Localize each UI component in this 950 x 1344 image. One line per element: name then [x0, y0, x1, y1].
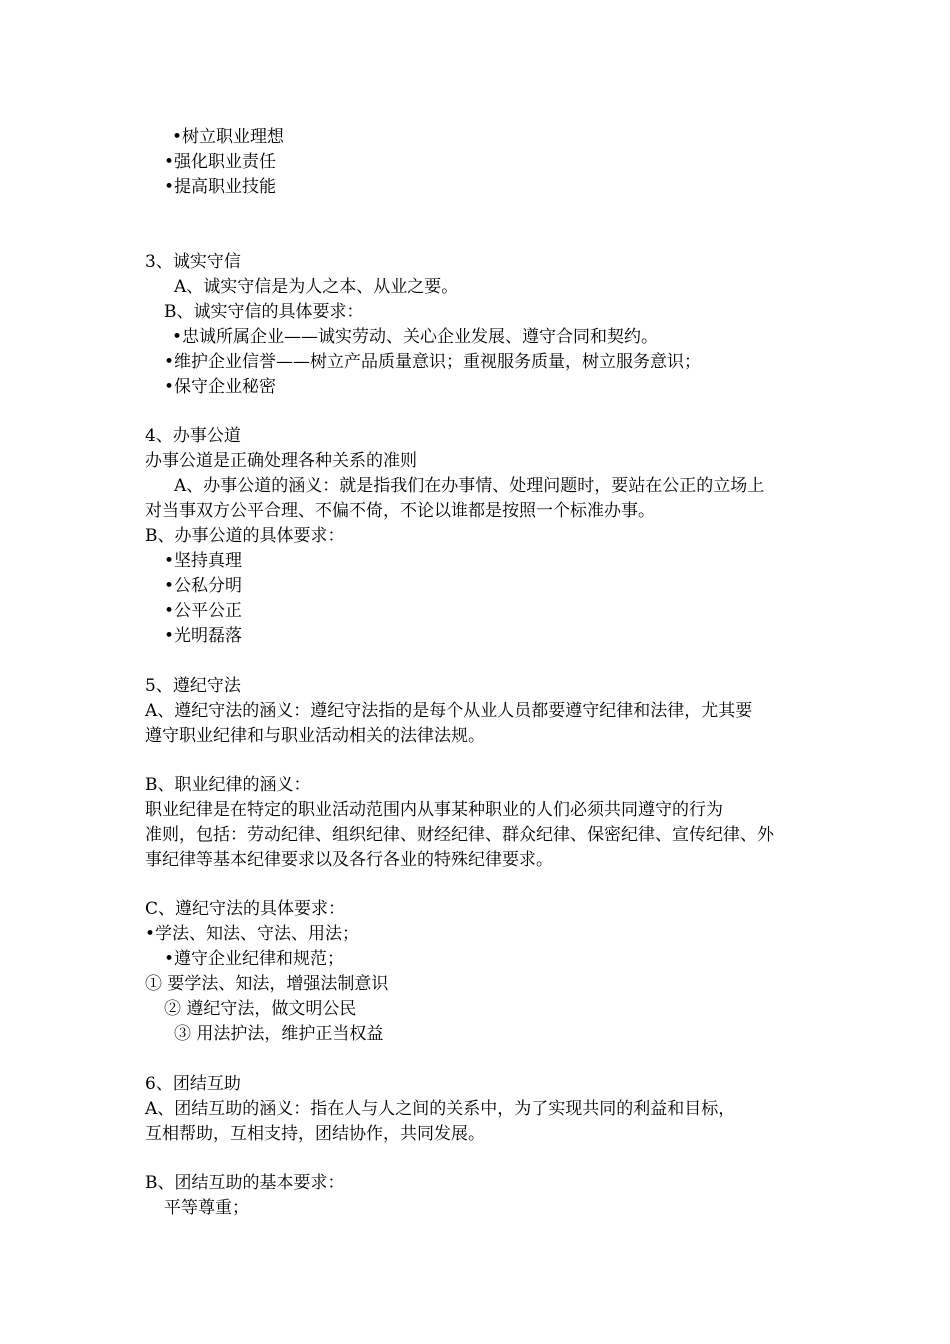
bullet-item: •遵守企业纪律和规范；: [164, 949, 345, 969]
paragraph-line: 准则，包括：劳动纪律、组织纪律、财经纪律、群众纪律、保密纪律、宣传纪律、外: [145, 825, 774, 845]
paragraph-line: A、团结互助的涵义：指在人与人之间的关系中，为了实现共同的利益和目标，: [145, 1099, 736, 1119]
paragraph-line: 遵守职业纪律和与职业活动相关的法律法规。: [145, 726, 485, 746]
bullet-item: •公平公正: [164, 601, 243, 621]
bullet-item: •保守企业秘密: [164, 377, 277, 397]
subheading: C、遵纪守法的具体要求：: [145, 899, 346, 919]
paragraph-line: 平等尊重；: [164, 1198, 249, 1218]
section-heading: 6、团结互助: [145, 1074, 241, 1094]
subheading: B、团结互助的基本要求：: [145, 1173, 345, 1193]
paragraph-line: 办事公道是正确处理各种关系的准则: [145, 451, 417, 471]
bullet-item: •强化职业责任: [164, 152, 277, 172]
subheading: B、办事公道的具体要求：: [145, 526, 345, 546]
section-heading: 3、诚实守信: [145, 252, 241, 272]
section-heading: 4、办事公道: [145, 426, 241, 446]
subheading: B、诚实守信的具体要求：: [164, 302, 364, 322]
subheading: B、职业纪律的涵义：: [145, 775, 311, 795]
bullet-item: •光明磊落: [164, 626, 243, 646]
bullet-item: •忠诚所属企业——诚实劳动、关心企业发展、遵守合同和契约。: [172, 327, 659, 347]
numbered-item: ① 要学法、知法，增强法制意识: [145, 974, 389, 994]
numbered-item: ② 遵纪守法，做文明公民: [164, 999, 357, 1019]
bullet-item: •维护企业信誉——树立产品质量意识；重视服务质量，树立服务意识；: [164, 352, 702, 372]
paragraph-line: 对当事双方公平合理、不偏不倚，不论以谁都是按照一个标准办事。: [145, 501, 655, 521]
bullet-item: •学法、知法、守法、用法；: [145, 924, 360, 944]
section-heading: 5、遵纪守法: [145, 676, 241, 696]
paragraph-line: 互相帮助，互相支持，团结协作，共同发展。: [145, 1124, 485, 1144]
paragraph-line: 职业纪律是在特定的职业活动范围内从事某种职业的人们必须共同遵守的行为: [145, 800, 723, 820]
paragraph-line: A、诚实守信是为人之本、从业之要。: [174, 277, 459, 297]
bullet-item: •树立职业理想: [172, 127, 285, 147]
bullet-item: •提高职业技能: [164, 177, 277, 197]
bullet-item: •公私分明: [164, 576, 243, 596]
paragraph-line: 事纪律等基本纪律要求以及各行各业的特殊纪律要求。: [145, 850, 553, 870]
paragraph-line: A、办事公道的涵义：就是指我们在办事情、处理问题时，要站在公正的立场上: [174, 476, 765, 496]
numbered-item: ③ 用法护法，维护正当权益: [174, 1024, 384, 1044]
paragraph-line: A、遵纪守法的涵义：遵纪守法指的是每个从业人员都要遵守纪律和法律，尤其要: [145, 701, 753, 721]
bullet-item: •坚持真理: [164, 551, 243, 571]
